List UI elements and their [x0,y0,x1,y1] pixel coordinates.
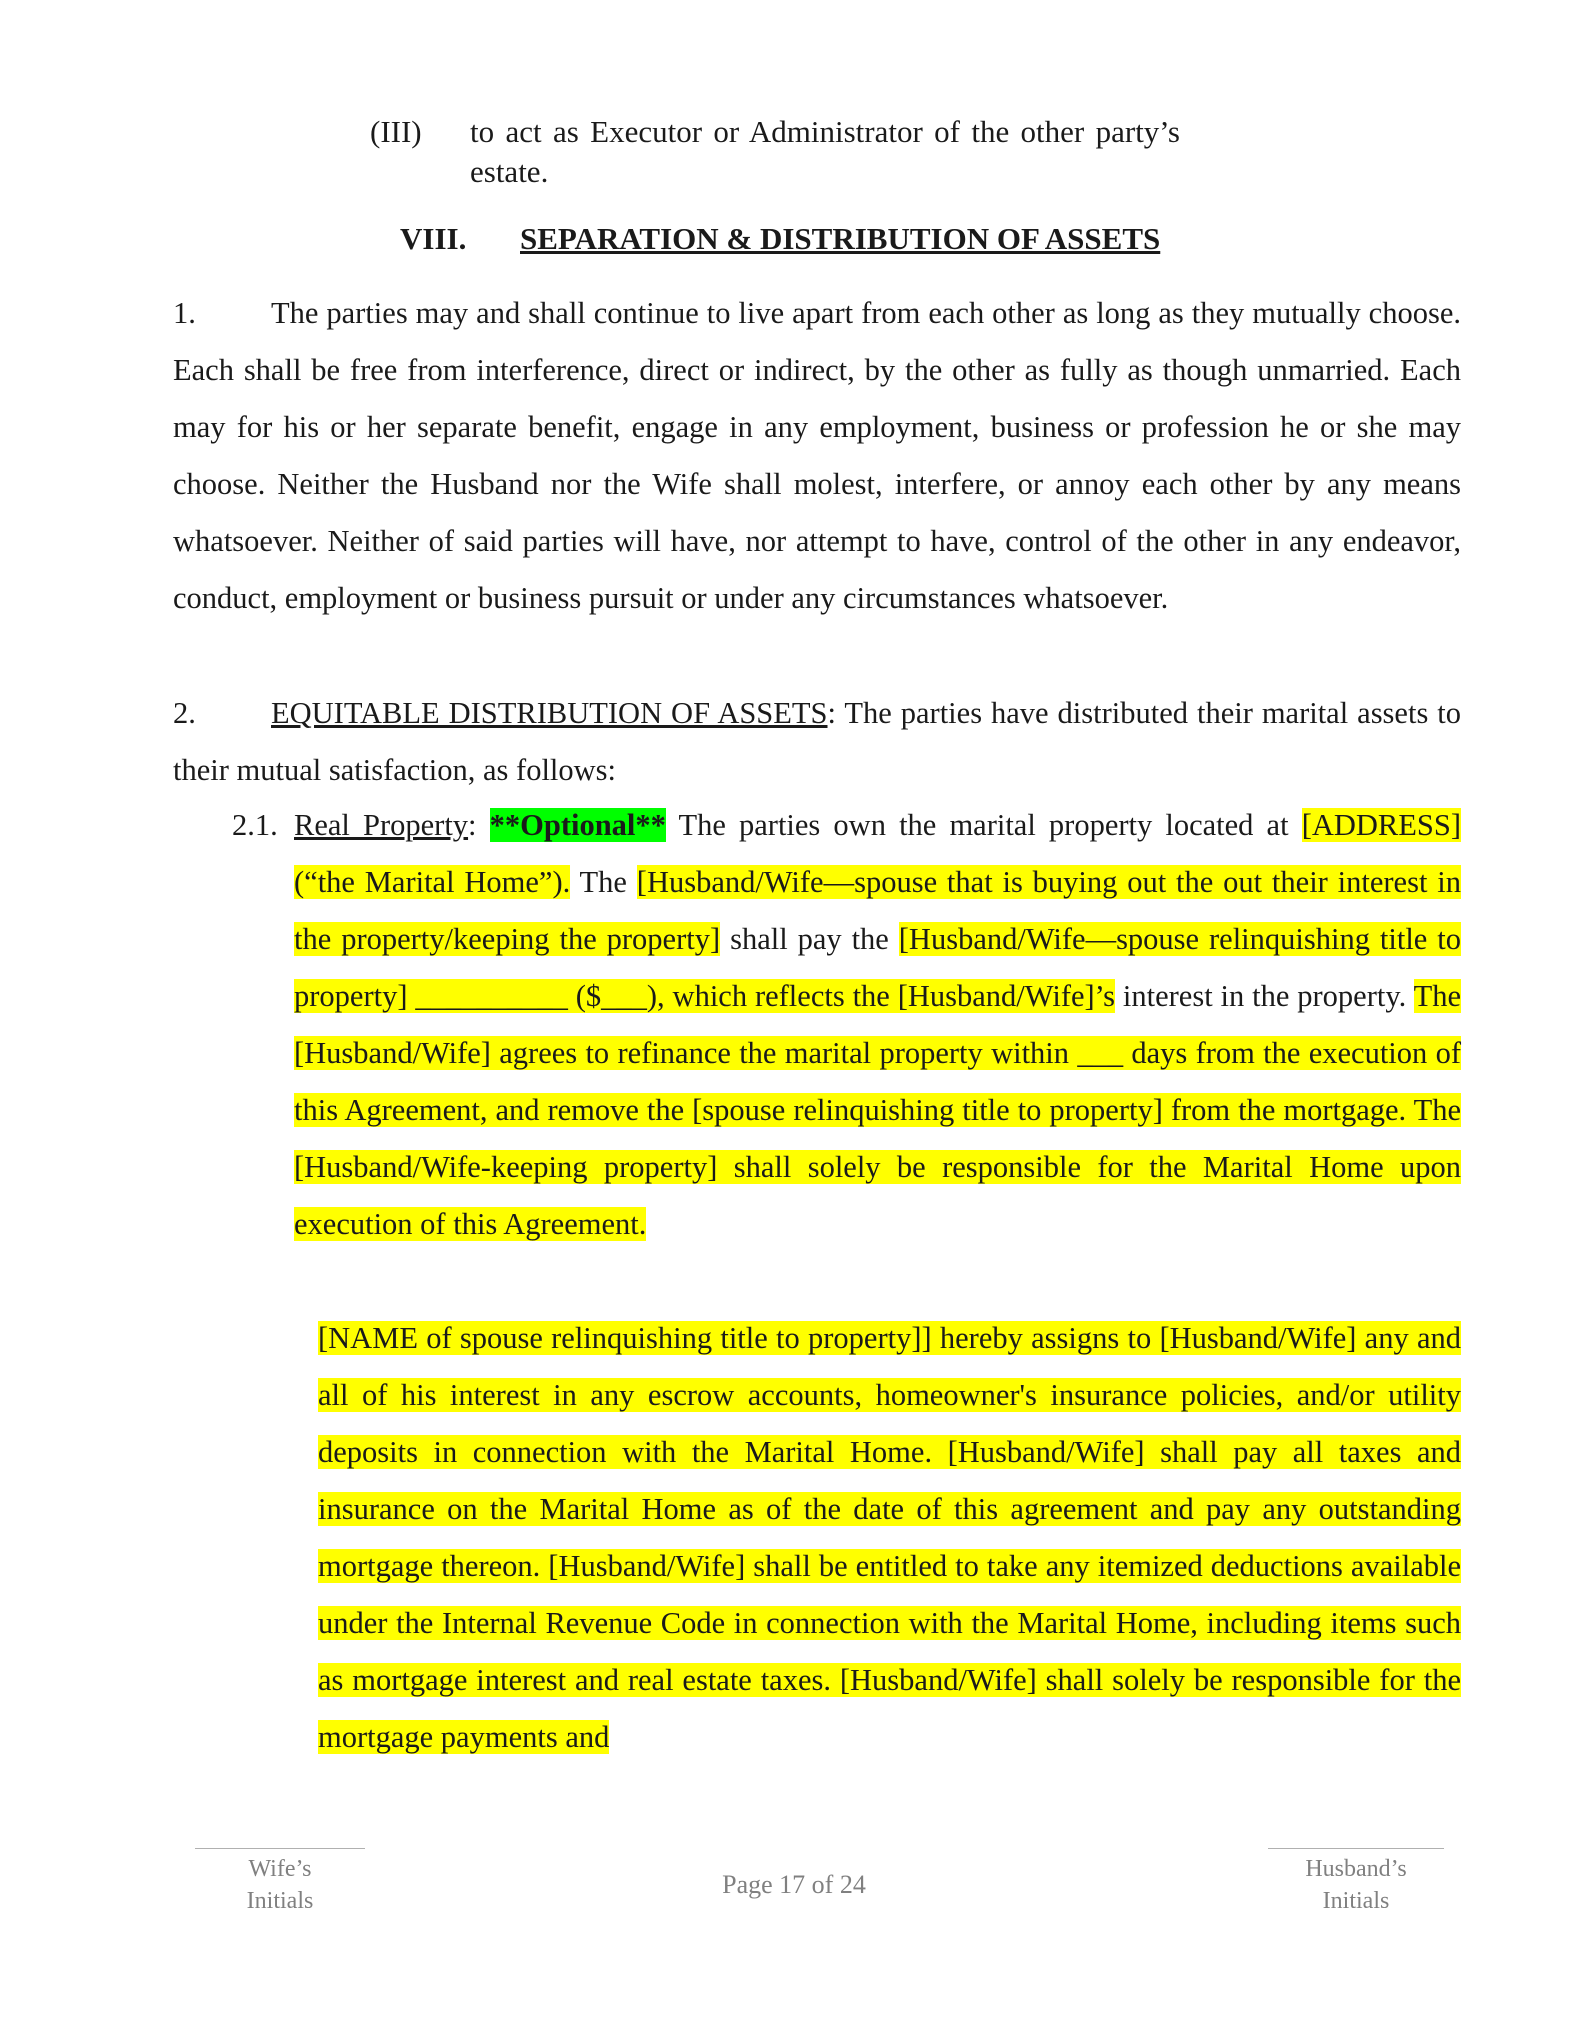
roman-item-number: (III) [370,114,422,149]
paragraph-1-number: 1. [173,296,196,330]
husband-initials-line [1268,1848,1444,1849]
paragraph-2-1-heading: Real Property [294,808,469,842]
paragraph-2-number: 2. [173,696,196,730]
husband-initials-label-1: Husband’s [1305,1856,1407,1882]
optional-tag: **Optional** [489,808,666,842]
paragraph-2-1 [232,797,1461,1253]
highlighted-assignment: [NAME of spouse relinquishing title to property]] hereby assigns to [Husband/Wife] any and all of his interest in any escrow accounts, homeowner's insurance policies, and/or utility deposits in connection with the Marital Home. [Husband/Wife] shall pay all taxes and insurance on the Marital Home as of the date of this agreement and pay any outstanding mortgage thereon. [Husband/Wife] shall be entitled to take any itemized deductions available under the Internal Revenue Code in connection with the Marital Home, including items such as mortgage interest and real estate taxes. [Husband/Wife] shall solely be responsible for the mortgage payments and [318,1321,1461,1754]
plain-segment: interest in the property. [1115,979,1414,1013]
paragraph-1 [173,285,1461,627]
paragraph-2-heading: EQUITABLE DISTRIBUTION OF ASSETS [271,696,828,730]
plain-segment: shall pay the [720,922,899,956]
wife-initials-line [195,1848,365,1849]
paragraph-2-1-number: 2.1. [232,808,278,842]
paragraph-2-1-colon: : [468,808,490,842]
paragraph-2 [173,685,1461,799]
highlighted-refinance: The [Husband/Wife] agrees to refinance the marital property within ___ days from the execution of this Agreement, and remove the [spouse relinquishing title to property] from the mortgage. The [Husband/Wife-keeping property] shall solely be responsible for the Marital Home upon execution of this Agreement. [294,979,1461,1241]
section-heading [400,219,1160,259]
husband-initials-label-2: Initials [1322,1888,1390,1914]
highlighted-address: [ADDRESS] (“the Marital Home”). [294,808,1461,899]
section-title: SEPARATION & DISTRIBUTION OF ASSETS [520,221,1161,256]
highlighted-buyer: [Husband/Wife—spouse that is buying out the out their interest in the property/keeping the property] [294,865,1461,956]
paragraph-2-colon: : [827,696,836,730]
highlighted-payment: [Husband/Wife—spouse relinquishing title to property] __________ ($___), which reflects the [Husband/Wife]’s [294,922,1461,1013]
wife-initials-label-1: Wife’s [248,1856,312,1882]
wife-initials-label-2: Initials [246,1888,314,1914]
roman-item-text: to act as Executor or Administrator of the other party’s estate. [470,114,1180,189]
paragraph-1-text: The parties may and shall continue to live apart from each other as long as they mutually choose. Each shall be free from interference, direct or indirect, by the other as fully as though unmarried. Each may for his or her separate benefit, engage in any employment, business or profession he or she may choose. Neither the Husband nor the Wife shall molest, interfere, or annoy each other by any means whatsoever. Neither of said parties will have, nor attempt to have, control of the other in any endeavor, conduct, employment or business pursuit or under any circumstances whatsoever. [173,296,1461,615]
section-number: VIII. [400,221,467,256]
paragraph-2-text: The parties have distributed their marital assets to their mutual satisfaction, as follows: [173,696,1461,787]
husband-initials-box [1268,1848,1444,1917]
plain-segment: The [570,865,637,899]
paragraph-2-1-continuation [318,1310,1461,1766]
page-number: Page 17 of 24 [722,1870,866,1899]
paragraph-2-1-lead: The parties own the marital property located at [665,808,1302,842]
